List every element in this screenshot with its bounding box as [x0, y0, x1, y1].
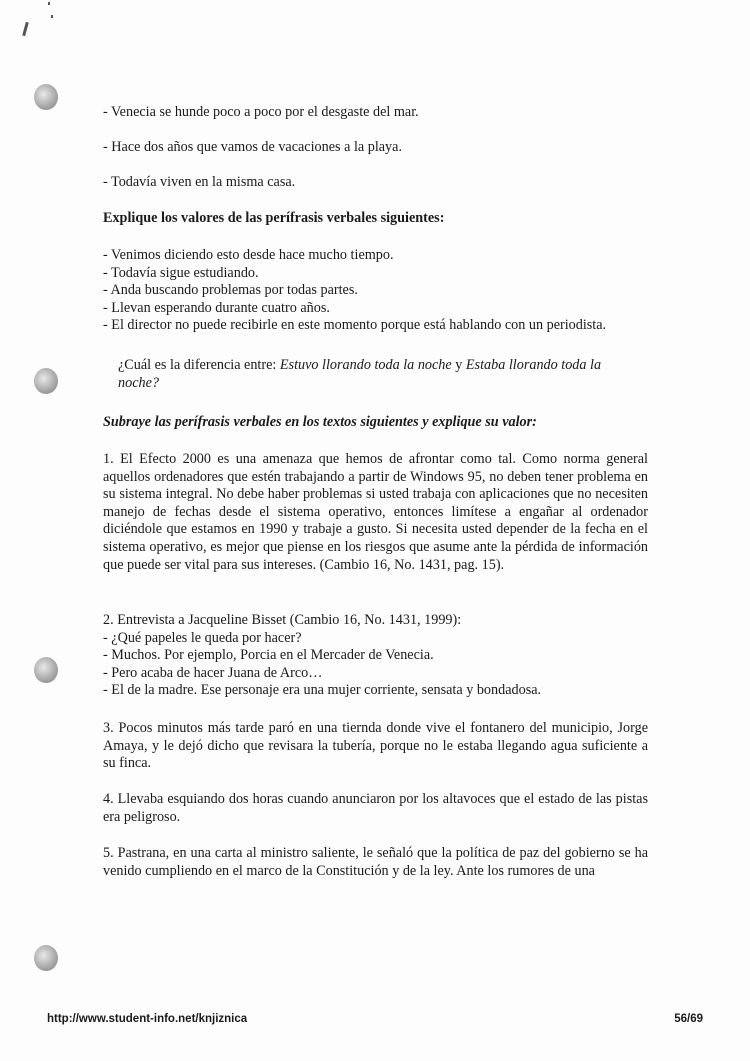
text-1: 1. El Efecto 2000 es una amenaza que hemos de afrontar como tal. Como norma general aquellos ordenadores que estén trabajando a partir de Windows 95, no deben tener problema en su sistema integral. No debe haber problemas si usted trabaja con aplicaciones que no necesiten manejo de fechas desde el sistema operativo, entonces limítese a engañar al ordenador diciéndole que estamos en 1990 y trabaje a gusto. Si necesita usted depender de la fecha en el sistema operativo, es mejor que piense en los riesgos que asume ante la pérdida de información que puede ser vital para sus intereses. (Cambio 16, No. 1431, pag. 15).: [103, 451, 648, 573]
list-item: - Venimos diciendo esto desde hace mucho tiempo.: [103, 247, 394, 263]
list-item: - Anda buscando problemas por todas partes.: [103, 282, 358, 299]
example-sentence: - Venecia se hunde poco a poco por el desgaste del mar.: [103, 104, 419, 120]
punch-hole: [34, 945, 58, 971]
list-item: - Muchos. Por ejemplo, Porcia en el Mercader de Venecia.: [103, 647, 434, 664]
footer-url[interactable]: http://www.student-info.net/knjiznica: [47, 1013, 248, 1025]
example-sentence: - Todavía viven en la misma casa.: [103, 174, 296, 190]
section-heading: Subraye las perífrasis verbales en los textos siguientes y explique su valor:: [103, 414, 537, 430]
section-heading: Explique los valores de las perífrasis verbales siguientes:: [103, 210, 445, 226]
punch-hole: [34, 657, 58, 683]
list-item: - Todavía sigue estudiando.: [103, 264, 259, 281]
question-italic: Estaba llorando toda la noche?: [118, 357, 602, 391]
text-5: 5. Pastrana, en una carta al ministro saliente, le señaló que la política de paz del gobierno se ha venido cumpliendo en el marco de la Constitución y de la ley. Ante los rumores de una: [103, 845, 648, 879]
punch-hole: [34, 368, 58, 394]
list-item: - Llevan esperando durante cuatro años.: [103, 299, 330, 316]
list-item: 2. Entrevista a Jacqueline Bisset (Cambio 16, No. 1431, 1999):: [103, 612, 462, 628]
question-italic: Estuvo llorando toda la noche: [279, 357, 452, 373]
text-3: 3. Pocos minutos más tarde paró en una tiernda donde vive el fontanero del municipio, Jorge Amaya, y le dejó dicho que revisara la tubería, porque no le estaba llegando agua suficiente a su finca.: [103, 720, 648, 772]
list-item: - Pero acaba de hacer Juana de Arco…: [103, 664, 323, 681]
punch-hole: [34, 84, 58, 110]
question-text: ¿Cuál es la diferencia entre:: [118, 357, 280, 373]
list-item: - El director no puede recibirle en este momento porque está hablando con un periodista.: [103, 317, 607, 334]
scan-mark: [22, 22, 29, 36]
text-4: 4. Llevaba esquiando dos horas cuando anunciaron por los altavoces que el estado de las pistas era peligroso.: [103, 791, 648, 825]
question-text: y: [451, 357, 466, 373]
text-2: [103, 612, 648, 700]
exercise-list: [103, 247, 648, 335]
list-item: - ¿Qué papeles le queda por hacer?: [103, 629, 302, 646]
question: [118, 357, 643, 392]
scan-mark: [48, 2, 50, 5]
example-sentence: - Hace dos años que vamos de vacaciones a la playa.: [103, 139, 402, 155]
list-item: - El de la madre. Ese personaje era una mujer corriente, sensata y bondadosa.: [103, 682, 542, 699]
scan-mark: [51, 15, 53, 18]
page-number: 56/69: [674, 1013, 703, 1025]
